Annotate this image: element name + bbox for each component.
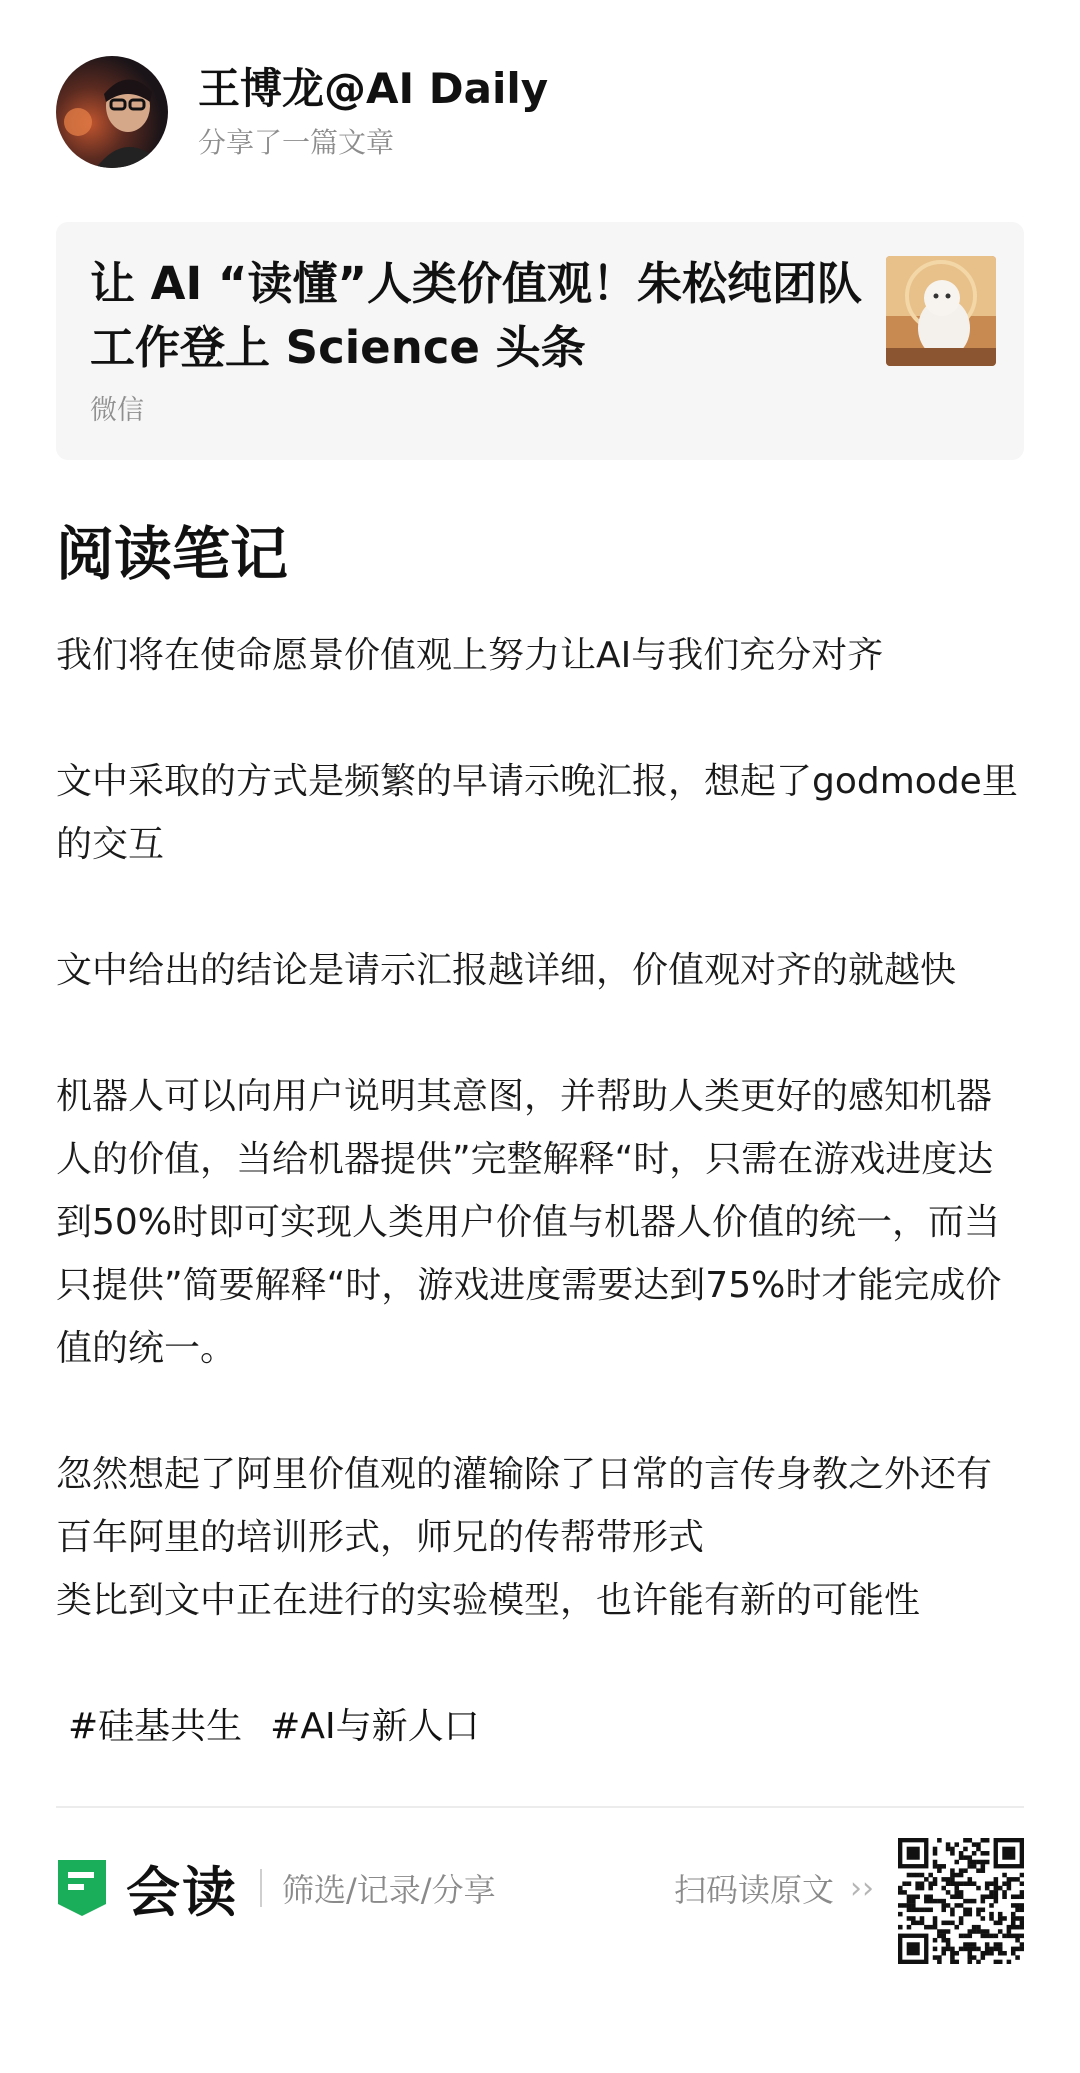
avatar[interactable] [56,56,168,168]
note-paragraph: 忽然想起了阿里价值观的灌输除了日常的言传身教之外还有百年阿里的培训形式，师兄的传帮带形式 [56,1454,993,1558]
footer-bar [56,1808,1024,1968]
qr-code-icon[interactable] [898,1838,1024,1964]
article-title: 让 AI “读懂”人类价值观！朱松纯团队工作登上 Science 头条 [90,257,863,374]
note-paragraph: 文中采取的方式是频繁的早请示晚汇报，想起了godmode里的交互 [56,761,1018,865]
tag[interactable]: #AI与新人口 [270,1706,480,1747]
author-name[interactable]: 王博龙@AI Daily [198,64,549,113]
article-card[interactable] [56,222,1024,460]
notes-heading: 阅读笔记 [56,520,289,588]
note-paragraph: 文中给出的结论是请示汇报越详细，价值观对齐的就越快 [56,950,957,991]
huidu-logo-icon [56,1858,108,1918]
share-header [56,0,1024,170]
tag-list [56,1695,1024,1758]
note-paragraph: 类比到文中正在进行的实验模型，也许能有新的可能性 [56,1580,921,1621]
scan-to-read-text: 扫码读原文 [673,1871,834,1909]
note-paragraph: 机器人可以向用户说明其意图，并帮助人类更好的感知机器人的价值，当给机器提供”完整解释“时，只需在游戏进度达到50%时即可实现人类用户价值与机器人价值的统一，而当只提供”简要解释“时，游戏进度需要达到75%时才能完成价值的统一。 [56,1076,1002,1369]
notes-body [56,624,1024,1632]
brand-slogan: 筛选/记录/分享 [282,1871,496,1909]
share-action-text: 分享了一篇文章 [198,126,395,159]
article-source: 微信 [90,395,144,426]
note-paragraph: 我们将在使命愿景价值观上努力让AI与我们充分对齐 [56,635,884,676]
article-thumbnail [886,256,996,366]
tag[interactable]: #硅基共生 [68,1706,243,1747]
chevron-right-icon: ›› [850,1870,874,1906]
brand-separator [260,1869,262,1907]
brand-name: 会读 [126,1860,238,1924]
